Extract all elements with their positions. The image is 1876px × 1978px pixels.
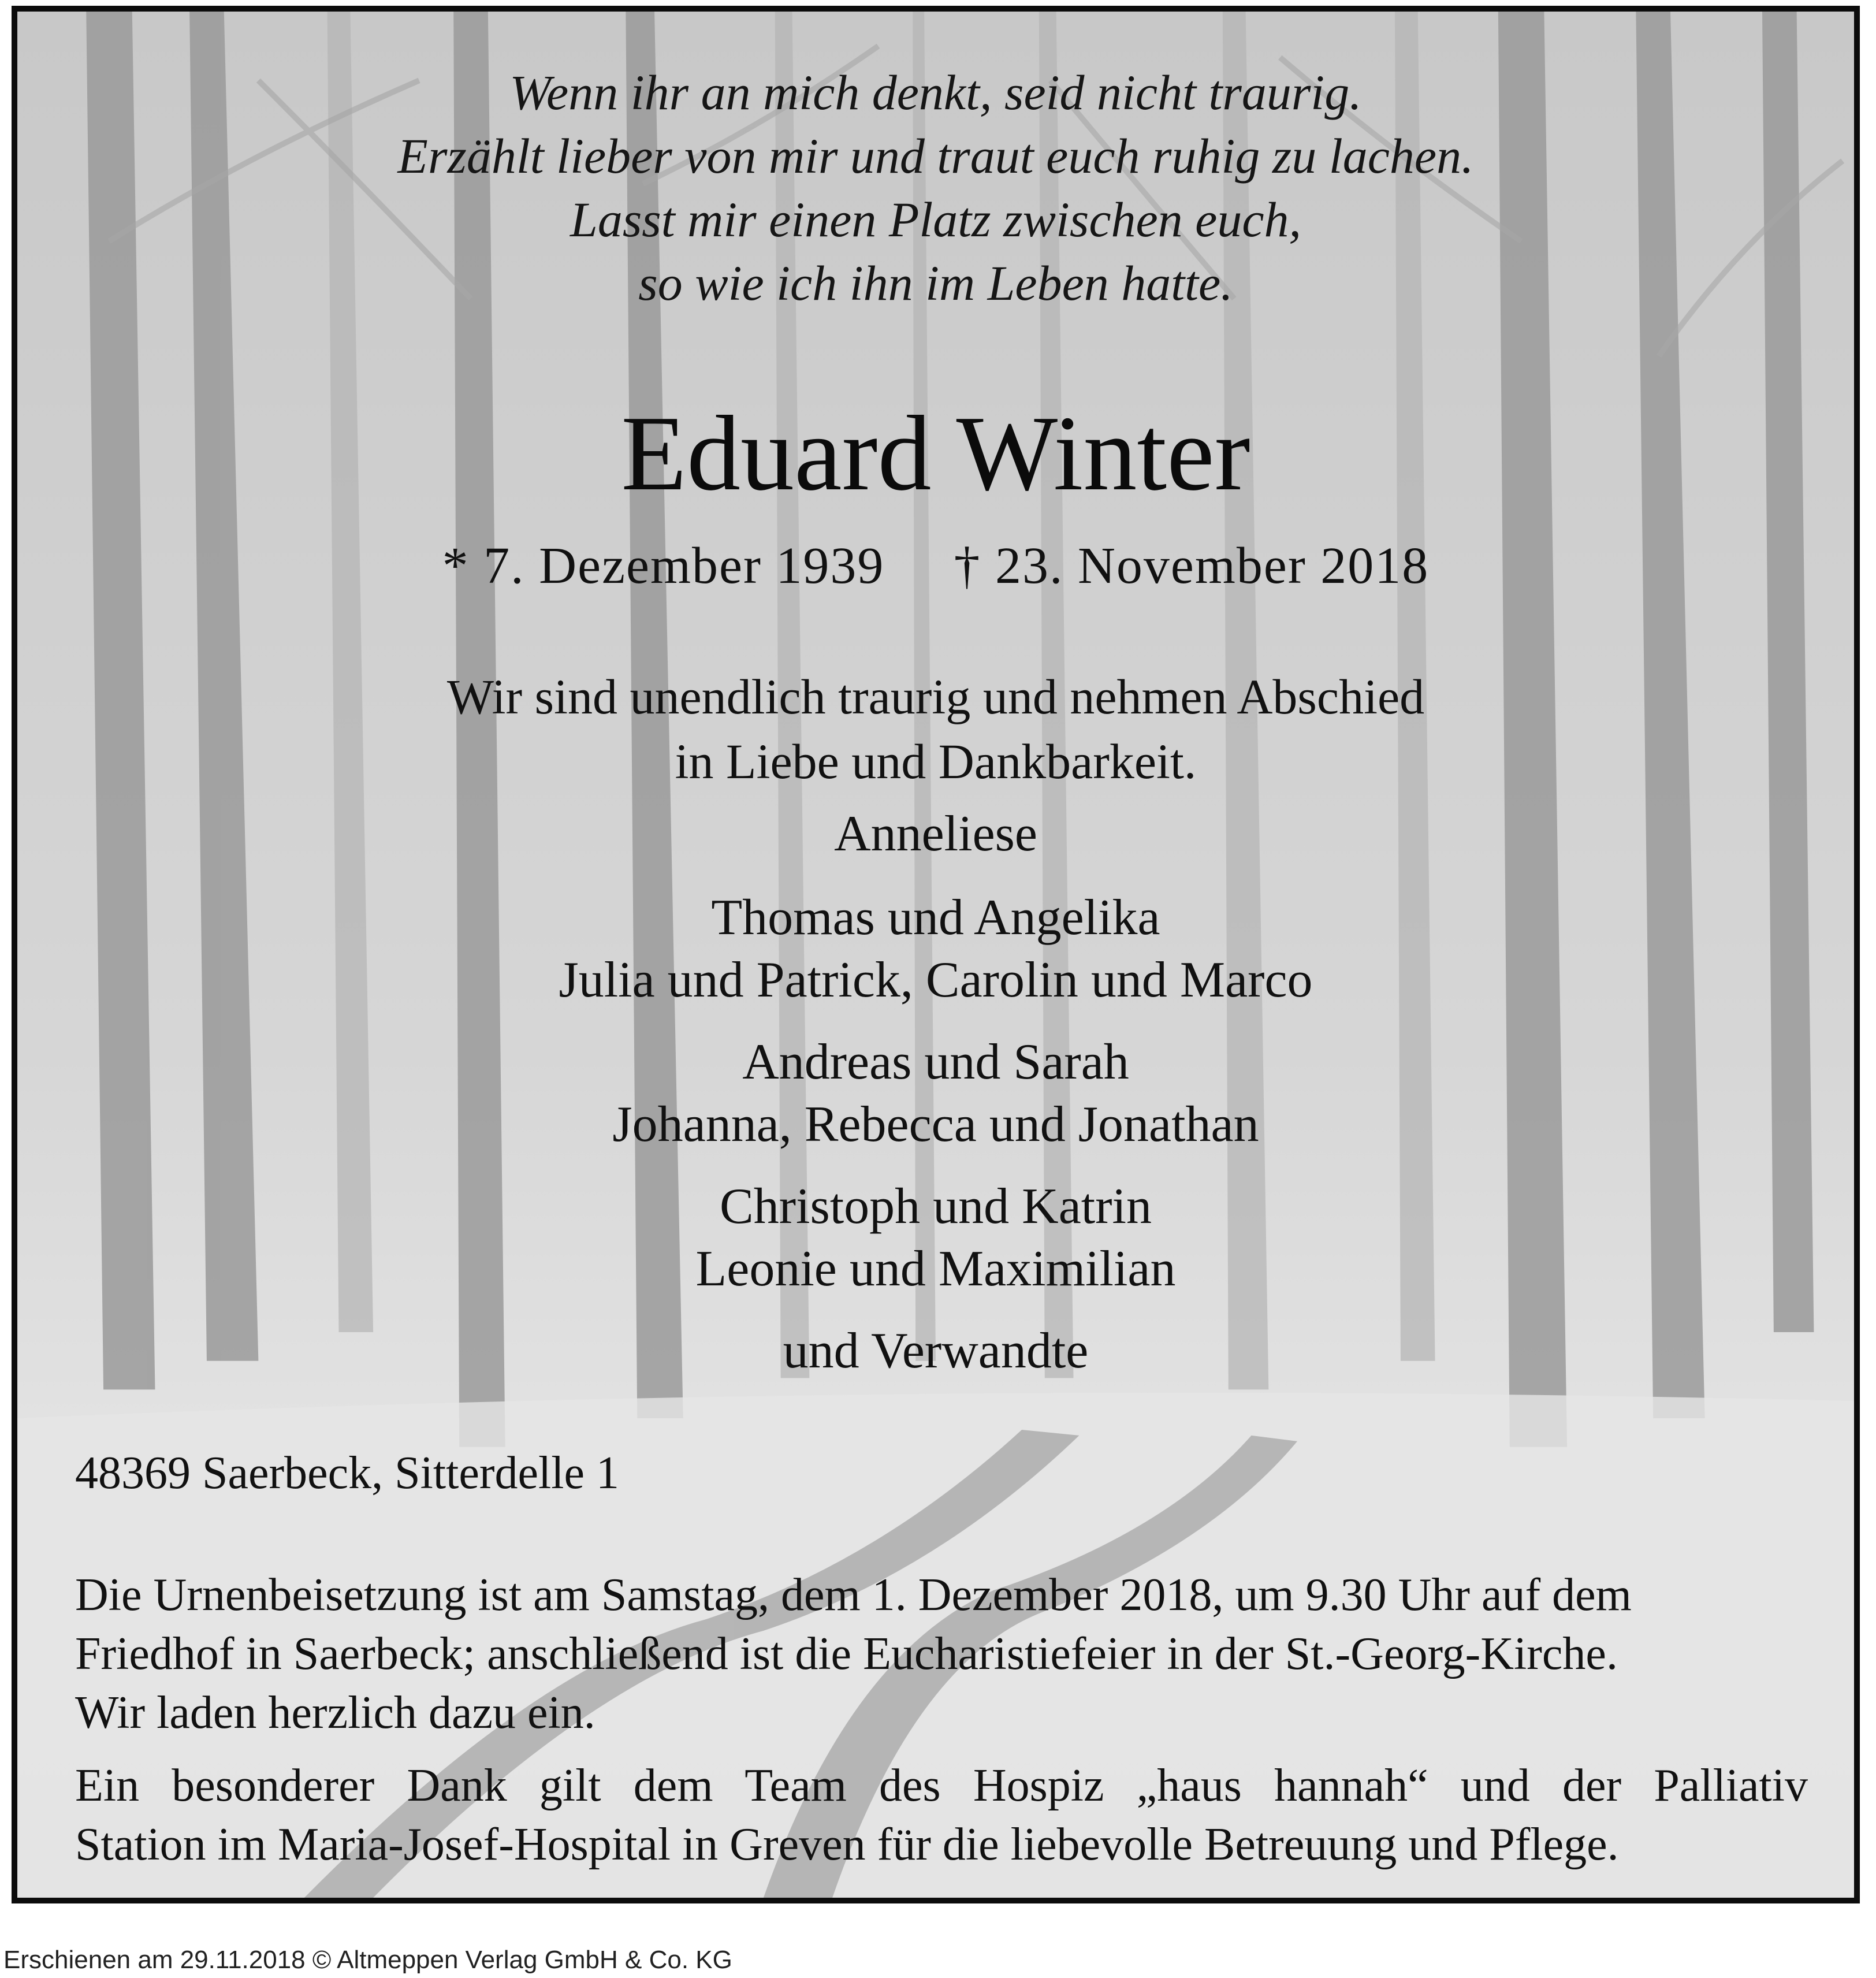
obituary-frame [12, 6, 1860, 1903]
family-group-2 [17, 1031, 1854, 1156]
family-group-3 [17, 1176, 1854, 1300]
grief-line: in Liebe und Dankbarkeit. [675, 734, 1197, 789]
grief-line: Wir sind unendlich traurig und nehmen Abschied [446, 669, 1425, 724]
thanks-line: Station im Maria-Josef-Hospital in Greven für die liebevolle Betreuung und Pflege. [75, 1819, 1619, 1870]
burial-line: Friedhof in Saerbeck; anschließend ist die Eucharistiefeier in der St.-Georg-Kirche. [75, 1628, 1618, 1679]
family-line: Andreas und Sarah [742, 1034, 1129, 1090]
publication-footer: Erschienen am 29.11.2018 © Altmeppen Verlag GmbH & Co. KG [3, 1946, 732, 1974]
burial-notice [75, 1566, 1808, 1742]
burial-line: Die Urnenbeisetzung ist am Samstag, dem 1. Dezember 2018, um 9.30 Uhr auf dem [75, 1570, 1632, 1620]
address: 48369 Saerbeck, Sitterdelle 1 [75, 1448, 619, 1499]
thanks-notice [75, 1756, 1808, 1874]
life-dates [17, 534, 1854, 598]
grief-statement [17, 664, 1854, 794]
relatives: und Verwandte [783, 1323, 1089, 1379]
poem [17, 61, 1854, 315]
family-line: Leonie und Maximilian [695, 1241, 1176, 1297]
family-line: Christoph und Katrin [720, 1178, 1152, 1235]
deceased-name: Eduard Winter [621, 394, 1250, 513]
death-date: † 23. November 2018 [954, 537, 1430, 594]
poem-line: so wie ich ihn im Leben hatte. [638, 255, 1233, 311]
poem-line: Lasst mir einen Platz zwischen euch, [570, 192, 1302, 247]
obituary-content [17, 12, 1854, 1898]
spouse-name: Anneliese [834, 806, 1037, 862]
thanks-line: Ein besonderer Dank gilt dem Team des Hospiz „haus hannah“ und der Palliativ [75, 1760, 1808, 1811]
family-line: Thomas und Angelika [711, 890, 1160, 946]
family-line: Julia und Patrick, Carolin und Marco [559, 952, 1313, 1008]
family-group-1 [17, 887, 1854, 1012]
burial-line: Wir laden herzlich dazu ein. [75, 1687, 595, 1738]
birth-date: * 7. Dezember 1939 [442, 537, 885, 594]
poem-line: Wenn ihr an mich denkt, seid nicht traurig. [509, 65, 1362, 120]
poem-line: Erzählt lieber von mir und traut euch ruhig zu lachen. [397, 128, 1474, 184]
family-line: Johanna, Rebecca und Jonathan [612, 1096, 1259, 1152]
